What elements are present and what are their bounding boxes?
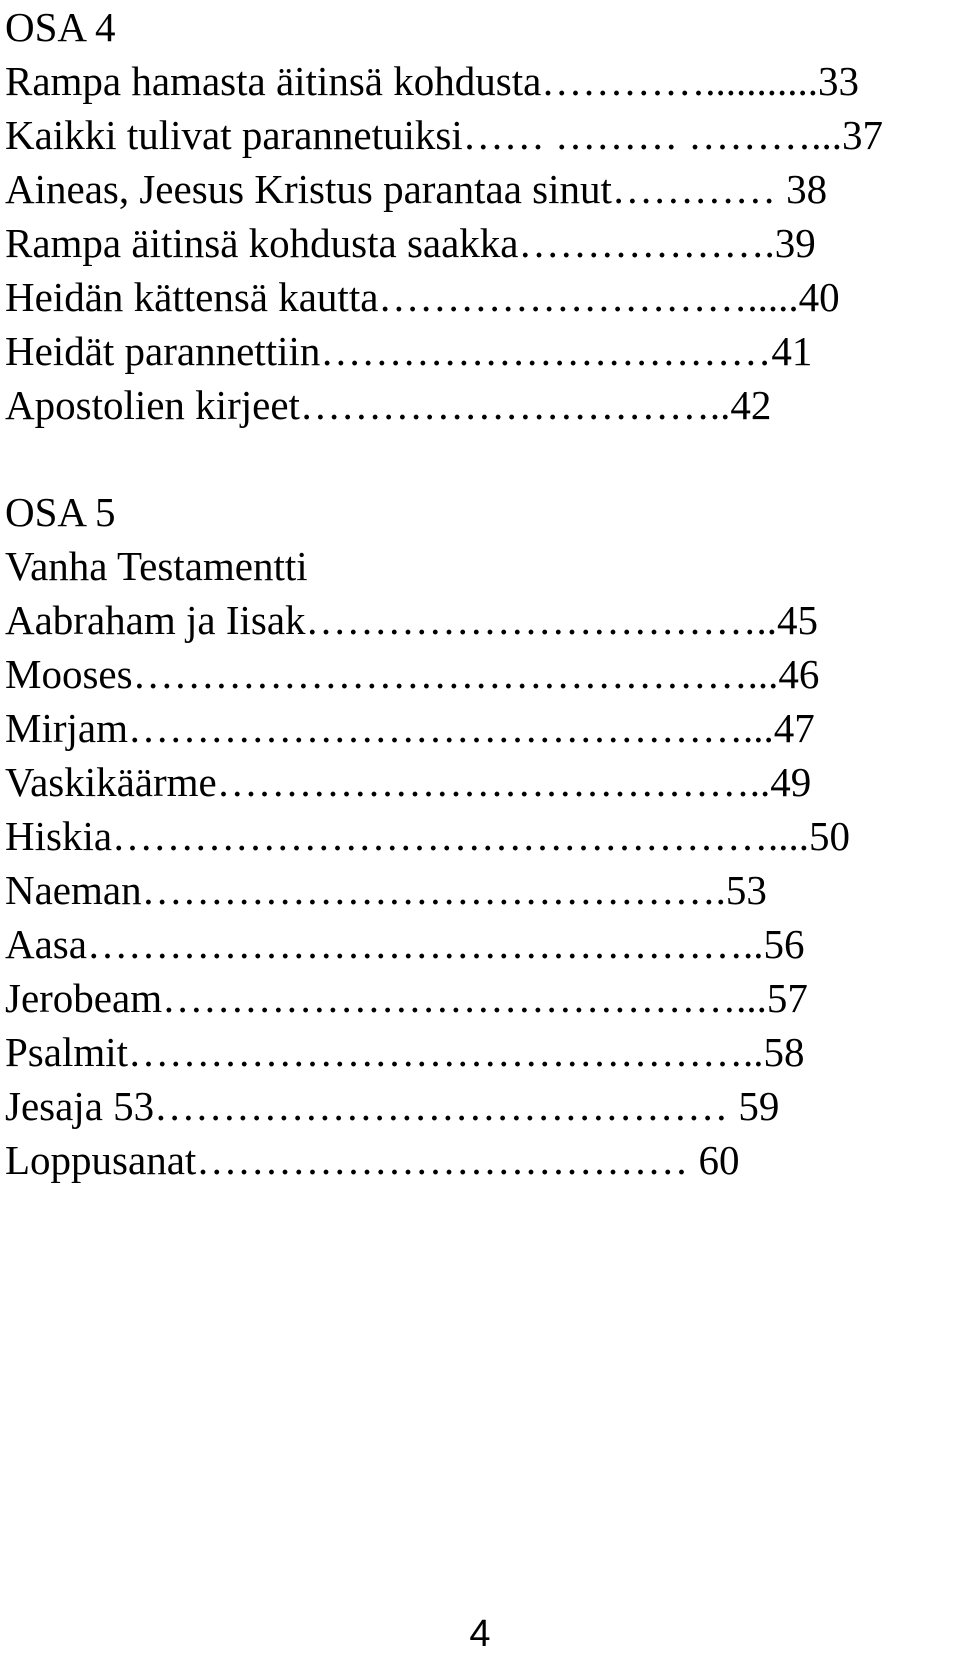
- toc-entry: Rampa hamasta äitinsä kohdusta…………...........33: [5, 58, 860, 104]
- page-number: 4: [469, 1613, 491, 1655]
- toc-entry: Aasa…………………………………………..56: [5, 921, 805, 967]
- toc-entry: Jesaja 53…………………………………… 59: [5, 1083, 780, 1129]
- toc-entry: Vaskikäärme…………………………………..49: [5, 759, 812, 805]
- toc-entry: Kaikki tulivat parannetuiksi…… ……… ………...37: [5, 112, 883, 158]
- toc-entry: Hiskia…………………………………………....50: [5, 813, 851, 859]
- toc-entry: Mooses………………………………………...46: [5, 651, 820, 697]
- toc-entry: Naeman…………………………………….53: [5, 867, 767, 913]
- toc-entry: Loppusanat……………………………… 60: [5, 1137, 740, 1183]
- toc-entry: Apostolien kirjeet…………………………..42: [5, 382, 772, 428]
- toc-entry: Rampa äitinsä kohdusta saakka……………….39: [5, 220, 816, 266]
- toc-entry: Mirjam………………………………………...47: [5, 705, 815, 751]
- toc-entry: Heidän kättensä kautta……………………….....40: [5, 274, 840, 320]
- toc-entry: Aabraham ja Iisak……………………………..45: [5, 597, 819, 643]
- section-subheading: Vanha Testamentti: [5, 543, 308, 589]
- section-spacer: [5, 432, 945, 485]
- toc-entry: Aineas, Jeesus Kristus parantaa sinut………… 38: [5, 166, 828, 212]
- table-of-contents: [5, 0, 945, 1187]
- section-heading-osa-4: OSA 4: [5, 4, 116, 50]
- toc-entry: Heidät parannettiin……………………………41: [5, 328, 813, 374]
- toc-entry: Jerobeam……………………………………...57: [5, 975, 808, 1021]
- toc-entry: Psalmit………………………………………..58: [5, 1029, 805, 1075]
- section-heading-osa-5: OSA 5: [5, 489, 116, 535]
